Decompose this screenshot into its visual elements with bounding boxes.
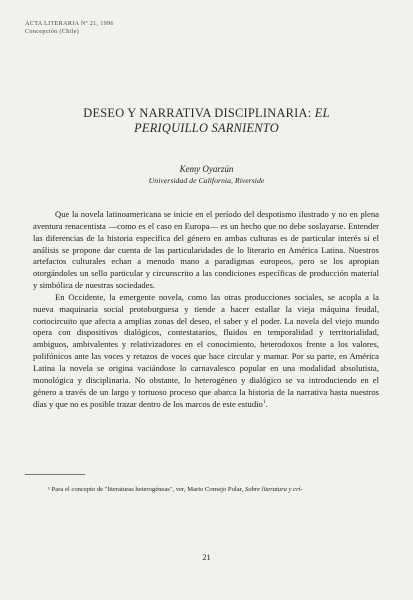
paragraph-2-text: En Occidente, la emergente novela, como las otras producciones sociales, se acopla a la nueva maquinaria social protoburguesa y tiende a hacer estallar la vieja máquina feudal, cortocircuito que afecta a amplias zonas del deseo, el saber y el poder. La novela del viejo mundo opera con dispositivos dialógicos, contestatarios, fluidos en temporalidad y territorialidad, ambiguos, ambivalentes y relativizadores en el conocimiento, heterodoxos frente a los valores, polifónicos ante las voces y retazos de voces que hace circular y mamar. Por su parte, en América Latina la novela se origina vaciándose lo carnavalesco popular en una modalidad absolutista, monológica y disciplinaria. No obstante, lo heterogéneo y dialógico se va introduciendo en el género a través de un largo y tortuoso proceso que abarca la historia de la narrativa hasta nuestros días y que no es posible trazar dentro de los marcos de este estudio	[33, 291, 379, 409]
author-name: Kemy Oyarzún	[179, 164, 234, 174]
paragraph-2: En Occidente, la emergente novela, como las otras producciones sociales, se acopla a la nueva maquinaria social protoburguesa y tiende a hacer estallar la vieja máquina feudal, cortocircuito que afecta a amplias zonas del deseo, el saber y el poder. La novela del viejo mundo opera con dispositivos dialógicos, contestatarios, fluidos en temporalidad y territorialidad, ambiguos, ambivalentes y relativizadores en el conocimiento, heterodoxos frente a los valores, polifónicos ante las voces y retazos de voces que hace circular y mamar. Por su parte, en América Latina la novela se origina vaciándose lo carnavalesco popular en una modalidad absolutista, monológica y disciplinaria. No obstante, lo heterogéneo y dialógico se va introduciendo en el género a través de un largo y tortuoso proceso que abarca la historia de la narrativa hasta nuestros días y que no es posible trazar dentro de los marcos de este estudio$^1$.	[33, 291, 379, 409]
title-line1-italic: EL	[314, 106, 330, 120]
footnote-divider	[25, 474, 85, 475]
article-title	[40, 106, 373, 136]
article-body	[33, 209, 379, 410]
journal-header	[25, 20, 114, 36]
footnote-text: ¹ Para el concepto de "literaturas heterogéneas", ver, Mario Cornejo Polar,	[48, 486, 245, 493]
journal-name: ACTA LITERARIA Nº 21, 1996	[25, 20, 114, 27]
footnote-italic: Sobre literatura y crí-	[244, 486, 303, 493]
page-number: 21	[202, 553, 211, 562]
title-line2-italic: PERIQUILLO SARNIENTO	[134, 121, 279, 135]
author-affiliation: Universidad de California, Riverside	[148, 176, 265, 185]
title-line1: DESEO Y NARRATIVA DISCIPLINARIA:	[83, 106, 315, 120]
paragraph-1: Que la novela latinoamericana se inicie en el período del despotismo ilustrado y no en plena aventura renacentista —como es el caso en Europa— es un hecho que no debe soslayarse. Entender las diferencias de la historia específica del género en ambas culturas es de particular interés si el análisis se propone dar cuenta de las particularidades de lo literario en América Latina. Nuestros artefactos culturales echan a menudo mano a paradigmas europeos, pero se los apropian otorgándoles un sello particular y circunscrito a las condiciones específicas de producción material y simbólica de nuestras sociedades.	[33, 209, 379, 291]
footnote-marker: 1	[262, 398, 266, 405]
journal-location: Concepción (Chile)	[25, 28, 80, 35]
footnote	[48, 486, 393, 494]
